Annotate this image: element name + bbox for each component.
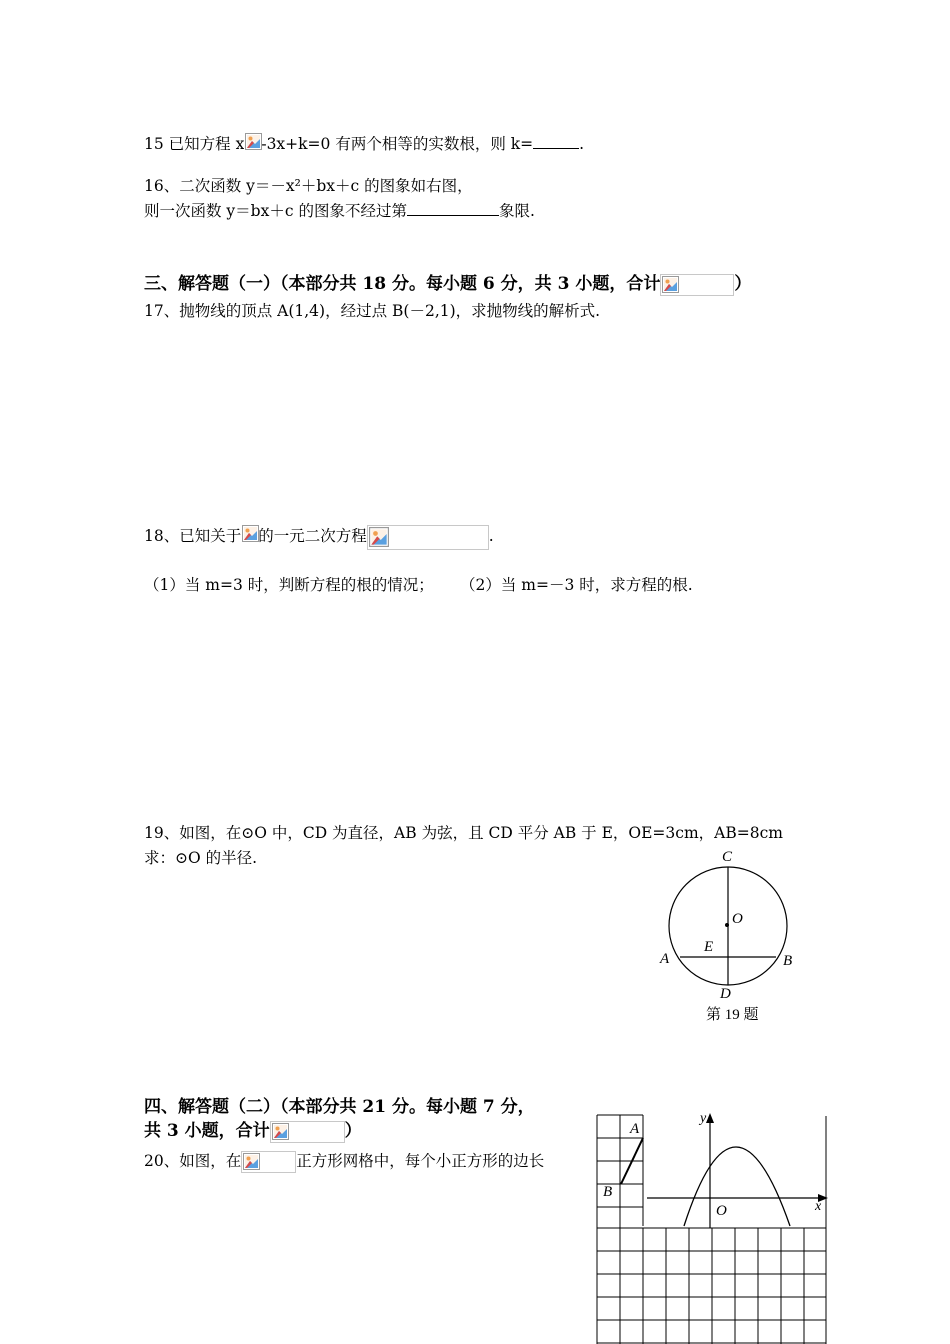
q15-suffix: -3x+k=0 有两个相等的实数根，则 k= xyxy=(261,135,534,153)
top-left-grid xyxy=(597,1115,643,1344)
label-y: y xyxy=(700,1111,707,1126)
y-axis-arrow xyxy=(706,1113,714,1123)
broken-image-icon xyxy=(270,1121,345,1143)
q20-prefix: 20、如图，在 xyxy=(144,1152,242,1170)
label-b: B xyxy=(603,1184,613,1200)
broken-image-icon xyxy=(244,132,261,151)
question-18-part2: （2）当 m=－3 时，求方程的根. xyxy=(460,576,693,594)
question-19-line1: 19、如图，在⊙O 中，CD 为直径，AB 为弦，且 CD 平分 AB 于 E，OE=3cm，AB=8cm xyxy=(144,824,783,842)
bottom-grid xyxy=(597,1116,826,1344)
question-20 xyxy=(144,1150,544,1173)
section-4-title: 共 3 小题，合计 xyxy=(144,1121,270,1141)
answer-blank[interactable] xyxy=(533,134,579,149)
label-x: x xyxy=(815,1199,822,1214)
center-point xyxy=(725,923,729,927)
question-15 xyxy=(144,132,584,155)
question-16-line2 xyxy=(144,200,535,222)
label-e: E xyxy=(704,939,714,955)
label-b: B xyxy=(783,953,793,969)
question-18-part1: （1）当 m=3 时，判断方程的根的情况； xyxy=(144,576,434,594)
grid-parabola-figure xyxy=(590,1108,835,1344)
parabola-curve xyxy=(684,1147,790,1226)
section-4-heading-line2 xyxy=(144,1120,362,1143)
section-3-heading xyxy=(144,273,751,296)
question-17: 17、抛物线的顶点 A(1,4)，经过点 B(－2,1)，求抛物线的解析式. xyxy=(144,302,601,320)
q18-end: . xyxy=(488,527,494,545)
q15-end: . xyxy=(579,135,585,153)
label-a: A xyxy=(630,1121,640,1137)
broken-image-icon xyxy=(241,1151,296,1173)
broken-image-icon xyxy=(241,524,258,543)
label-d: D xyxy=(720,986,731,1002)
section-3-close: ） xyxy=(734,274,752,294)
section-4-heading-line1: 四、解答题（二）（本部分共 21 分。每小题 7 分， xyxy=(144,1097,535,1117)
circle-figure xyxy=(650,842,810,1027)
q15-prefix: 15 已知方程 x xyxy=(144,135,245,153)
answer-blank[interactable] xyxy=(407,201,499,216)
question-16-line1: 16、二次函数 y＝－x²＋bx＋c 的图象如右图， xyxy=(144,177,473,195)
label-o: O xyxy=(732,911,743,927)
q18-mid: 的一元二次方程 xyxy=(258,527,367,545)
broken-image-icon xyxy=(660,274,734,296)
label-c: C xyxy=(722,849,733,865)
broken-image-icon xyxy=(367,525,489,550)
section-4-close: ） xyxy=(344,1121,362,1141)
q16-line2-b: 象限. xyxy=(498,202,535,220)
section-3-title: 三、解答题（一）（本部分共 18 分。每小题 6 分，共 3 小题，合计 xyxy=(144,274,661,294)
q18-prefix: 18、已知关于 xyxy=(144,527,242,545)
q16-line2-a: 则一次函数 y＝bx＋c 的图象不经过第 xyxy=(144,202,407,220)
question-19-line2: 求：⊙O 的半径. xyxy=(144,849,258,867)
question-18 xyxy=(144,524,494,550)
label-o: O xyxy=(716,1203,727,1219)
label-a: A xyxy=(660,951,670,967)
figure-caption: 第 19 题 xyxy=(706,1007,759,1023)
q20-suffix: 正方形网格中，每个小正方形的边长 xyxy=(296,1152,545,1170)
